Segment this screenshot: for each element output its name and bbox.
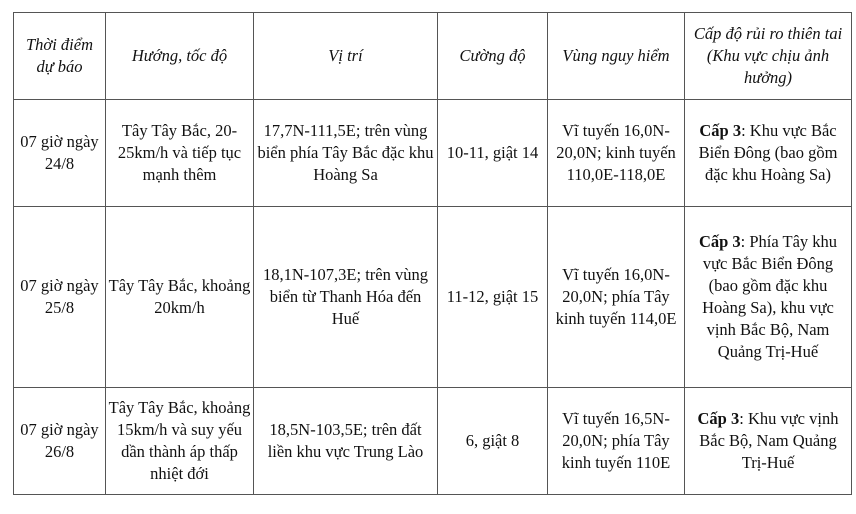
risk-level-label: Cấp 3 [699,121,742,140]
cell-forecast-time: 07 giờ ngày 24/8 [14,100,106,207]
header-direction-speed: Hướng, tốc độ [106,13,254,100]
cell-intensity: 10-11, giật 14 [438,100,548,207]
cell-position: 18,5N-103,5E; trên đất liền khu vực Trung Lào [254,388,438,495]
cell-direction-speed: Tây Tây Bắc, khoảng 20km/h [106,207,254,388]
cell-danger-zone: Vĩ tuyến 16,5N-20,0N; phía Tây kinh tuyến 110E [548,388,685,495]
cell-intensity: 11-12, giật 15 [438,207,548,388]
cell-position: 17,7N-111,5E; trên vùng biển phía Tây Bắc đặc khu Hoàng Sa [254,100,438,207]
cell-risk-level [685,100,852,207]
cell-forecast-time: 07 giờ ngày 26/8 [14,388,106,495]
cell-danger-zone: Vĩ tuyến 16,0N-20,0N; kinh tuyến 110,0E-118,0E [548,100,685,207]
risk-level-label: Cấp 3 [697,409,740,428]
risk-area-text: : Phía Tây khu vực Bắc Biển Đông (bao gồm đặc khu Hoàng Sa), khu vực vịnh Bắc Bộ, Nam Quảng Trị-Huế [702,232,838,361]
cell-position: 18,1N-107,3E; trên vùng biển từ Thanh Hóa đến Huế [254,207,438,388]
header-row [14,13,852,100]
risk-area-text: : Khu vực Bắc Biển Đông (bao gồm đặc khu Hoàng Sa) [698,121,838,184]
risk-area-text: : Khu vực vịnh Bắc Bộ, Nam Quảng Trị-Huế [699,409,839,472]
storm-forecast-table [13,12,852,495]
table-row [14,100,852,207]
cell-intensity: 6, giật 8 [438,388,548,495]
header-position: Vị trí [254,13,438,100]
cell-direction-speed: Tây Tây Bắc, 20-25km/h và tiếp tục mạnh thêm [106,100,254,207]
table-row [14,388,852,495]
risk-level-label: Cấp 3 [698,232,741,251]
header-forecast-time: Thời điểm dự báo [14,13,106,100]
table-row [14,207,852,388]
cell-danger-zone: Vĩ tuyến 16,0N-20,0N; phía Tây kinh tuyến 114,0E [548,207,685,388]
header-intensity: Cường độ [438,13,548,100]
cell-risk-level [685,388,852,495]
cell-direction-speed: Tây Tây Bắc, khoảng 15km/h và suy yếu dần thành áp thấp nhiệt đới [106,388,254,495]
header-risk-level: Cấp độ rủi ro thiên tai (Khu vực chịu ảnh hưởng) [685,13,852,100]
header-danger-zone: Vùng nguy hiểm [548,13,685,100]
cell-risk-level [685,207,852,388]
cell-forecast-time: 07 giờ ngày 25/8 [14,207,106,388]
